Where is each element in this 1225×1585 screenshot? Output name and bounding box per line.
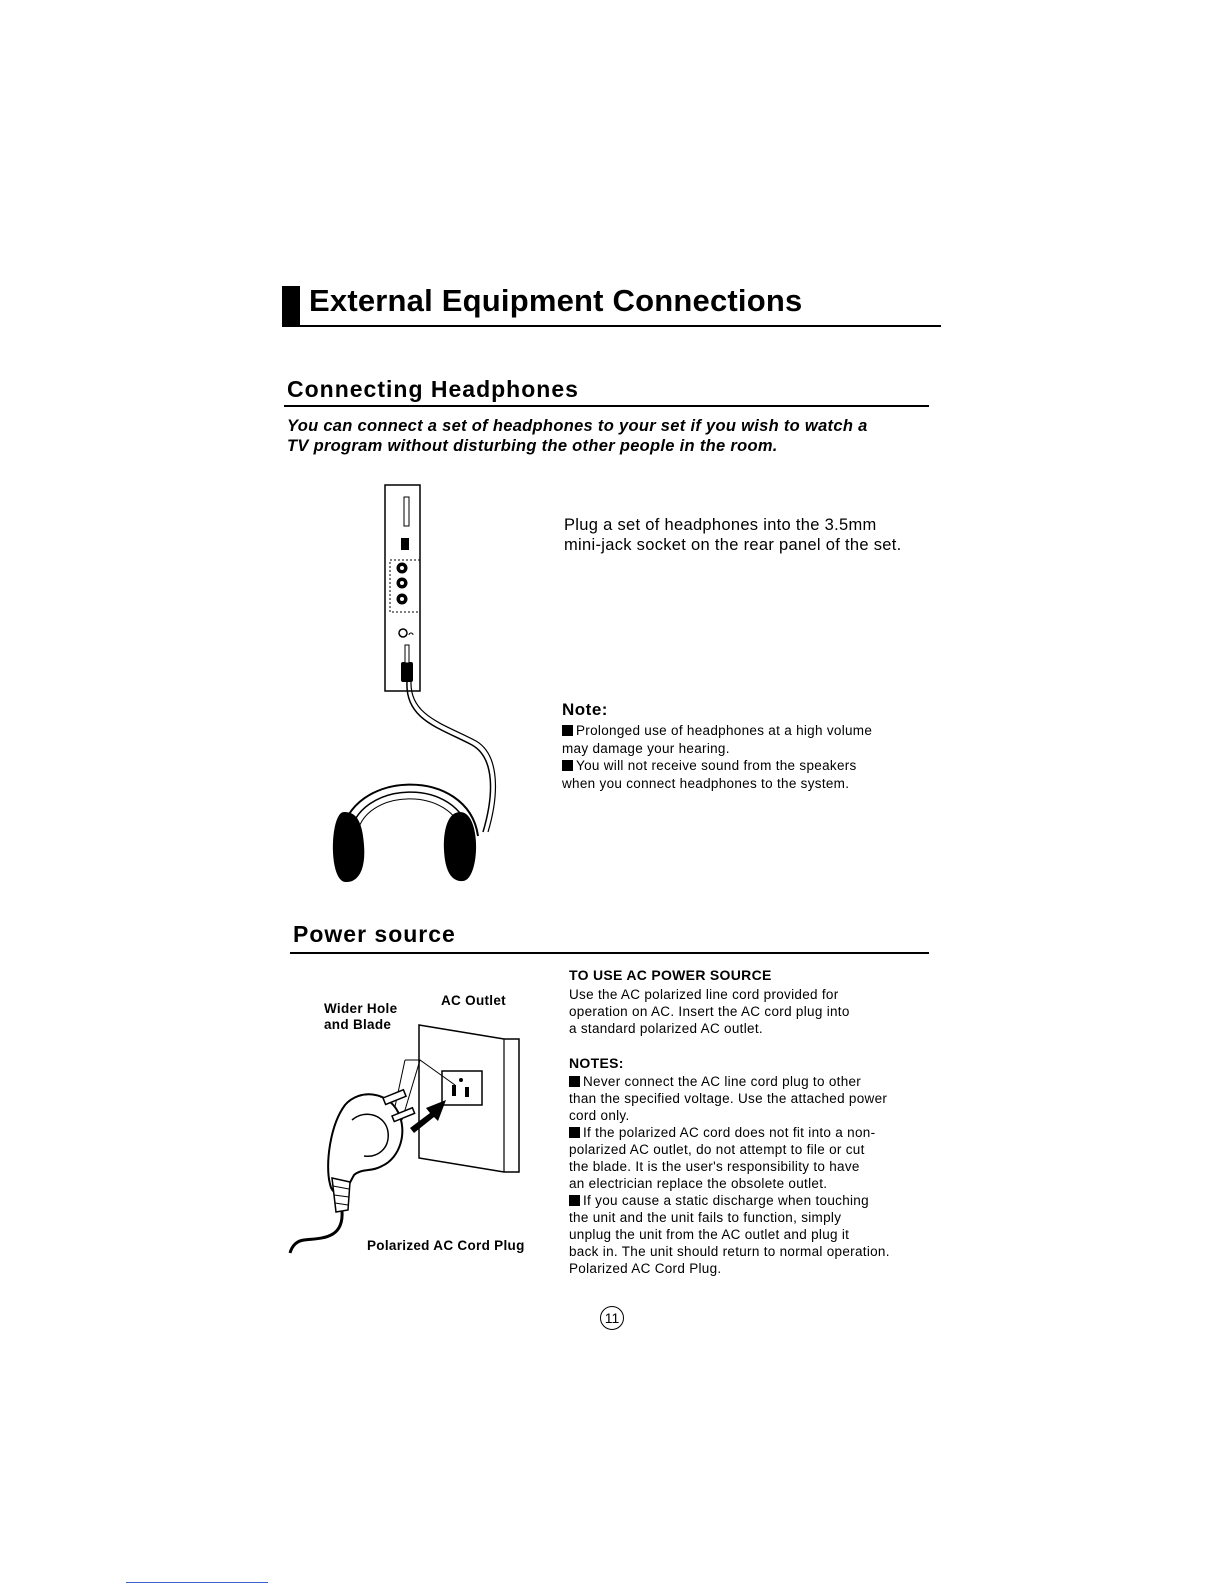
note-line: back in. The unit should return to normal operation.	[569, 1244, 890, 1259]
note-line: unplug the unit from the AC outlet and plug it	[569, 1227, 850, 1242]
note-line: If you cause a static discharge when touching	[569, 1192, 949, 1209]
note-line: than the specified voltage. Use the attached power	[569, 1091, 888, 1106]
power-notes	[569, 1073, 949, 1277]
wider-hole-label: Wider Hole and Blade	[324, 1001, 398, 1032]
note-title: Note:	[562, 700, 608, 719]
page-number: 11	[600, 1306, 624, 1330]
bullet-square-icon	[569, 1195, 580, 1206]
note-line: polarized AC outlet, do not attempt to file or cut	[569, 1142, 865, 1157]
note-line: You will not receive sound from the speakers	[562, 757, 942, 775]
ac-power-body	[569, 986, 939, 1037]
bullet-square-icon	[569, 1127, 580, 1138]
note-line: the unit and the unit fails to function, simply	[569, 1210, 842, 1225]
note-line: Polarized AC Cord Plug.	[569, 1261, 722, 1276]
instruction-line: mini-jack socket on the rear panel of the set.	[564, 536, 902, 554]
note-line: If the polarized AC cord does not fit into a non-	[569, 1124, 949, 1141]
note-line: the blade. It is the user's responsibility to have	[569, 1159, 860, 1174]
ac-power-heading: TO USE AC POWER SOURCE	[569, 967, 772, 983]
bullet-square-icon	[569, 1076, 580, 1087]
ac-outlet-label: AC Outlet	[441, 993, 506, 1008]
ac-line: a standard polarized AC outlet.	[569, 1021, 763, 1036]
power-cord	[290, 1211, 342, 1253]
headphones-heading: Connecting Headphones	[287, 376, 579, 402]
socket-face	[442, 1071, 482, 1105]
plug-body	[328, 1094, 402, 1193]
note-line: Prolonged use of headphones at a high volume	[562, 722, 942, 740]
plug-blade-wide	[383, 1090, 406, 1105]
power-heading: Power source	[293, 921, 456, 947]
note-line: may damage your hearing.	[562, 740, 730, 756]
footer-link-underline	[126, 1582, 268, 1583]
page-title: External Equipment Connections	[309, 283, 803, 318]
intro-line: You can connect a set of headphones to your set if you wish to watch a	[287, 417, 868, 435]
intro-line: TV program without disturbing the other people in the room.	[287, 437, 778, 455]
cord-plug-label: Polarized AC Cord Plug	[367, 1238, 525, 1253]
note-line: when you connect headphones to the system.	[562, 775, 850, 791]
note-line: an electrician replace the obsolete outlet.	[569, 1176, 828, 1191]
ac-line: operation on AC. Insert the AC cord plug into	[569, 1004, 850, 1019]
instruction-line: Plug a set of headphones into the 3.5mm	[564, 516, 877, 534]
note-line: cord only.	[569, 1108, 630, 1123]
note-line: Never connect the AC line cord plug to other	[569, 1073, 949, 1090]
ac-line: Use the AC polarized line cord provided for	[569, 987, 839, 1002]
power-notes-heading: NOTES:	[569, 1055, 624, 1071]
